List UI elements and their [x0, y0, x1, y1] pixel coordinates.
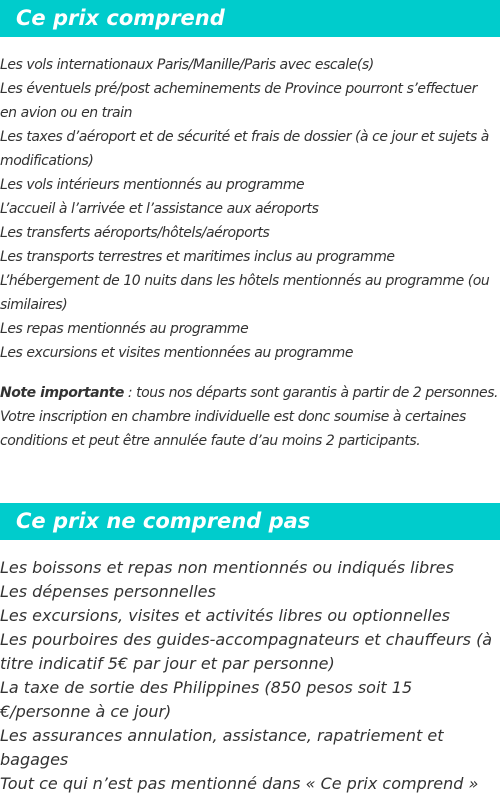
excluded-section-title: Ce prix ne comprend pas	[0, 503, 500, 540]
excluded-list	[0, 556, 496, 796]
list-item: Les taxes d’aéroport et de sécurité et frais de dossier (à ce jour et sujets à modifications)	[0, 129, 489, 169]
list-item: Les vols internationaux Paris/Manille/Paris avec escale(s)	[0, 57, 374, 73]
list-item: Les éventuels pré/post acheminements de Province pourront s’effectuer en avion ou en train	[0, 81, 477, 121]
list-item: Les repas mentionnés au programme	[0, 321, 249, 337]
list-item: Les assurances annulation, assistance, rapatriement et bagages	[0, 726, 444, 769]
list-item: Tout ce qui n’est pas mentionné dans « Ce prix comprend »	[0, 774, 479, 793]
list-item: Les dépenses personnelles	[0, 582, 216, 601]
list-item: Les excursions, visites et activités libres ou optionnelles	[0, 606, 450, 625]
list-item: Les vols intérieurs mentionnés au programme	[0, 177, 305, 193]
list-item: L’accueil à l’arrivée et l’assistance aux aéroports	[0, 201, 319, 217]
list-item: L’hébergement de 10 nuits dans les hôtels mentionnés au programme (ou similaires)	[0, 273, 490, 313]
list-item: Les excursions et visites mentionnées au programme	[0, 345, 354, 361]
included-list	[0, 53, 490, 365]
list-item: Les transports terrestres et maritimes inclus au programme	[0, 249, 395, 265]
list-item: Les boissons et repas non mentionnés ou indiqués libres	[0, 558, 454, 577]
note-text: : tous nos départs sont garantis à partir de 2 personnes. Votre inscription en chambre individuelle est donc soumise à certaines conditions et peut être annulée faute d’au moins 2 participants.	[0, 385, 499, 449]
note-label: Note importante	[0, 385, 124, 401]
list-item: La taxe de sortie des Philippines (850 pesos soit 15 €/personne à ce jour)	[0, 678, 413, 721]
important-note	[0, 381, 500, 453]
included-section-title: Ce prix comprend	[0, 0, 500, 37]
list-item: Les pourboires des guides-accompagnateurs et chauffeurs (à titre indicatif 5€ par jour et par personne)	[0, 630, 493, 673]
list-item: Les transferts aéroports/hôtels/aéroports	[0, 225, 270, 241]
